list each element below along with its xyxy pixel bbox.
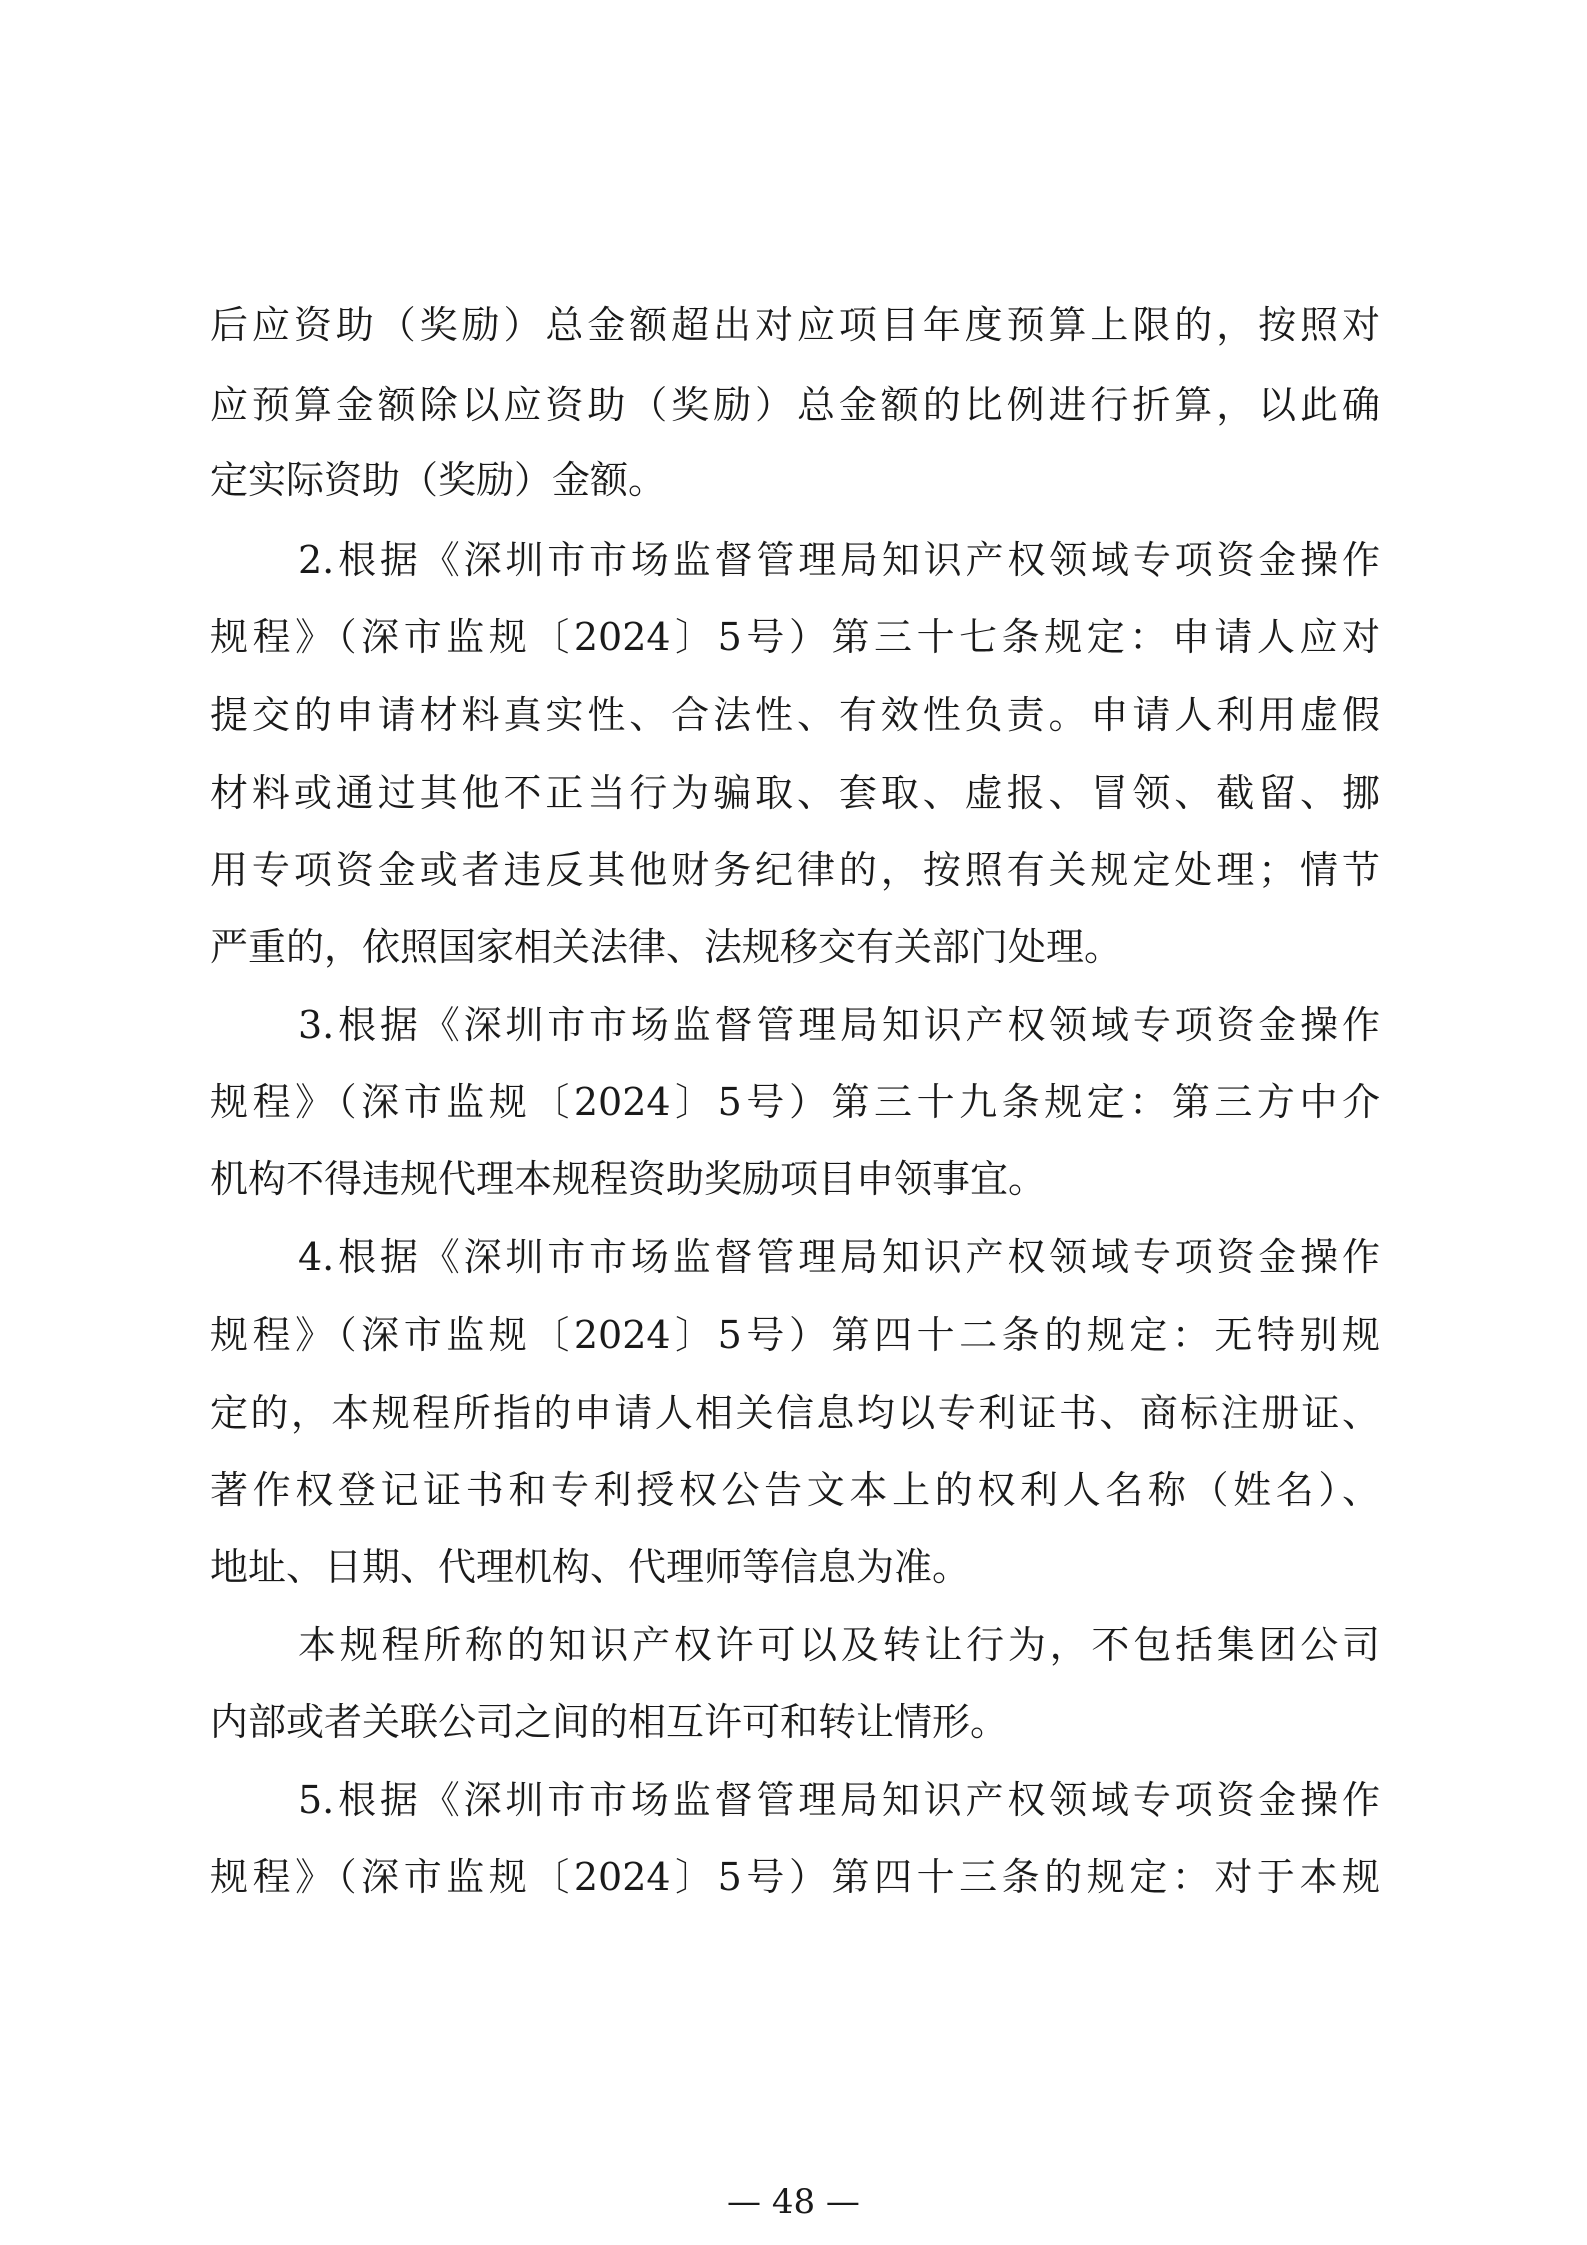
body-line: 严重的，依照国家相关法律、法规移交有关部门处理。 [210,925,1123,969]
body-line: 5.根据《深圳市市场监督管理局知识产权领域专项资金操作 [298,1778,1380,1822]
body-line: 提交的申请材料真实性、合法性、有效性负责。申请人利用虚假 [210,693,1380,737]
body-line: 材料或通过其他不正当行为骗取、套取、虚报、冒领、截留、挪 [210,771,1380,815]
body-line: 应预算金额除以应资助（奖励）总金额的比例进行折算，以此确 [210,383,1380,427]
body-line: 规程》（深市监规〔2024〕5号）第四十三条的规定：对于本规 [210,1855,1380,1899]
body-line: 后应资助（奖励）总金额超出对应项目年度预算上限的，按照对 [210,303,1380,347]
page-number: — 48 — [727,2182,860,2222]
body-line: 规程》（深市监规〔2024〕5号）第四十二条的规定：无特别规 [210,1313,1380,1357]
body-line: 定的，本规程所指的申请人相关信息均以专利证书、商标注册证、 [210,1391,1380,1435]
body-line: 用专项资金或者违反其他财务纪律的，按照有关规定处理；情节 [210,848,1380,892]
body-line: 2.根据《深圳市市场监督管理局知识产权领域专项资金操作 [298,538,1380,582]
body-line: 内部或者关联公司之间的相互许可和转让情形。 [210,1700,1009,1744]
body-line: 著作权登记证书和专利授权公告文本上的权利人名称（姓名）、 [210,1468,1380,1512]
body-line: 本规程所称的知识产权许可以及转让行为，不包括集团公司 [298,1623,1380,1667]
body-line: 规程》（深市监规〔2024〕5号）第三十九条规定：第三方中介 [210,1080,1380,1124]
body-line: 4.根据《深圳市市场监督管理局知识产权领域专项资金操作 [298,1235,1380,1279]
body-line: 地址、日期、代理机构、代理师等信息为准。 [210,1545,971,1589]
body-line: 定实际资助（奖励）金额。 [210,458,667,502]
body-line: 规程》（深市监规〔2024〕5号）第三十七条规定：申请人应对 [210,615,1380,659]
body-line: 机构不得违规代理本规程资助奖励项目申领事宜。 [210,1157,1047,1201]
body-line: 3.根据《深圳市市场监督管理局知识产权领域专项资金操作 [298,1003,1380,1047]
